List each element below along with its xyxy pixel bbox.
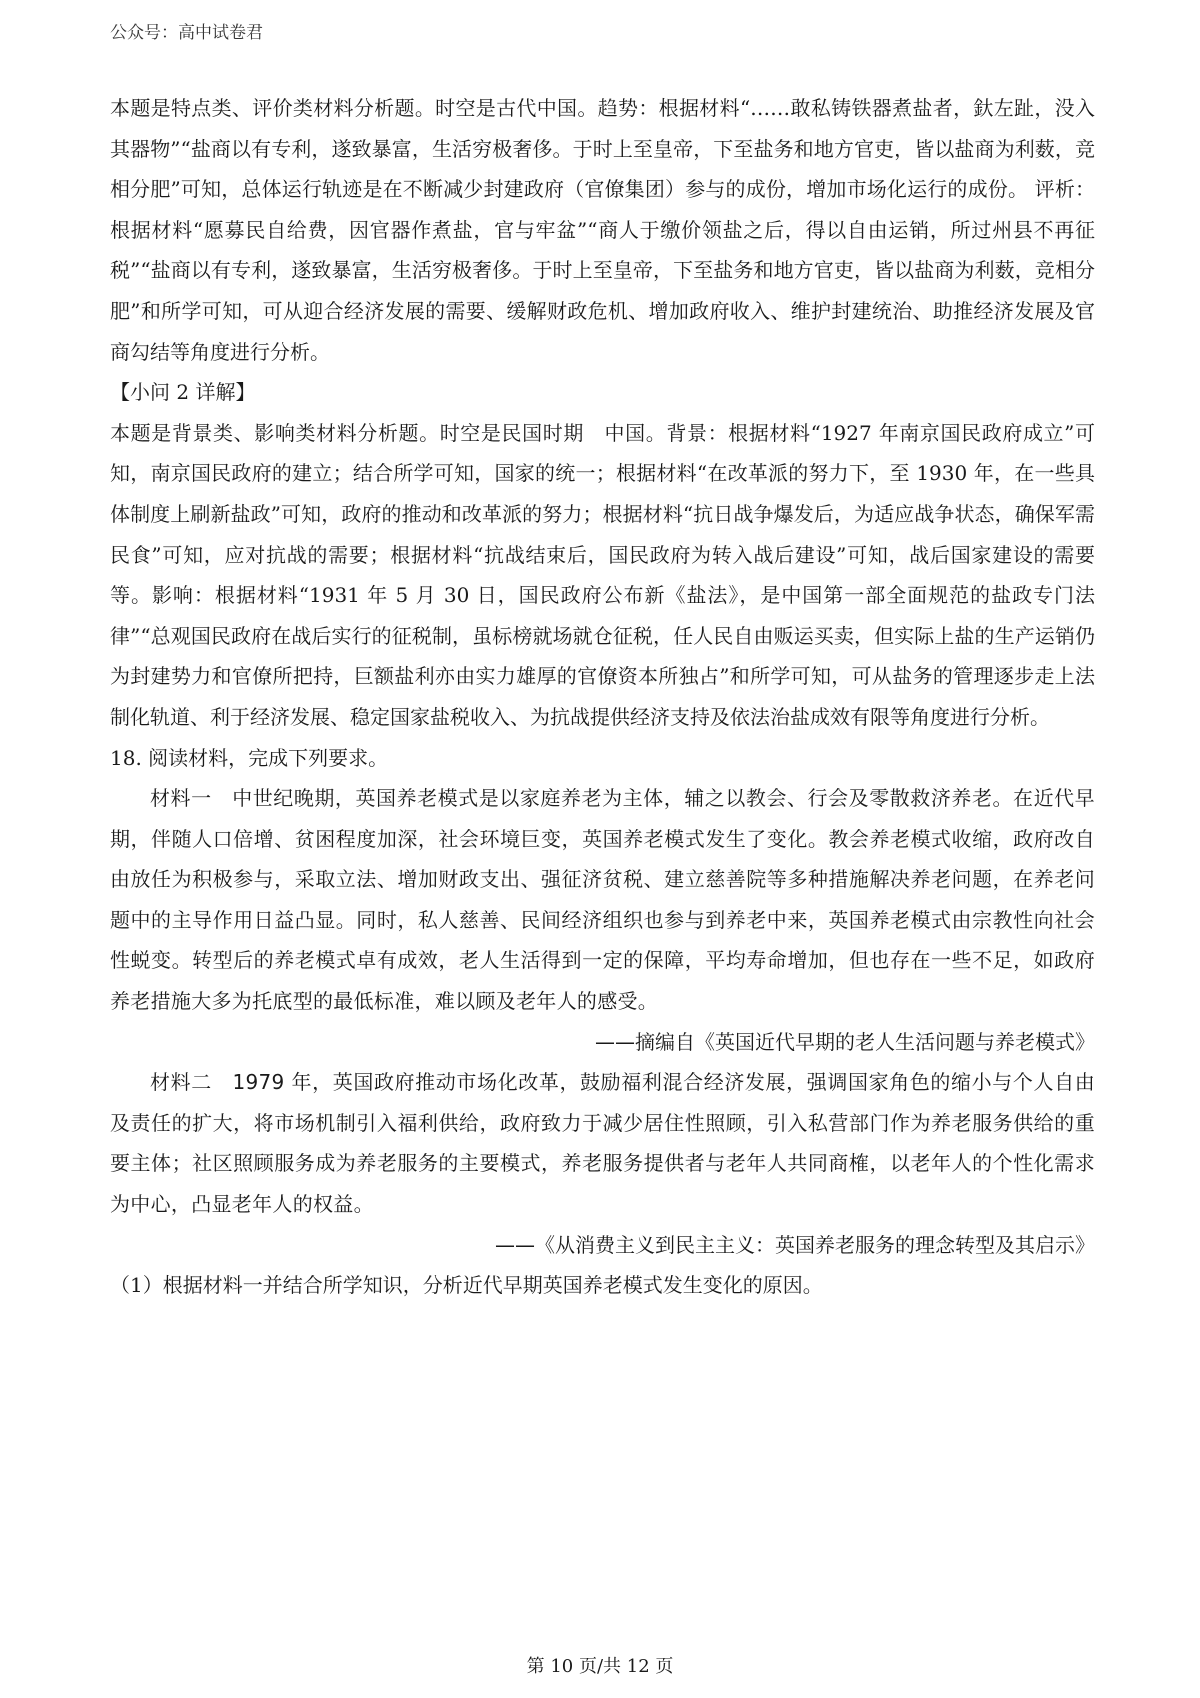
page-footer: 第 10 页/共 12 页 <box>526 1656 674 1677</box>
page-header: 公众号：高中试卷君 <box>110 23 263 43</box>
material-two-source: ——《从消费主义到民主主义：英国养老服务的理念转型及其启示》 <box>495 1232 1095 1257</box>
question-18-title: 18. 阅读材料，完成下列要求。 <box>110 745 389 770</box>
material-one: 材料一 中世纪晚期，英国养老模式是以家庭养老为主体，辅之以教会、行会及零散救济养老。在近代早期，伴随人口倍增、贫困程度加深，社会环境巨变，英国养老模式发生了变化。教会养老模式收缩，政府改自由放任为积极参与，采取立法、增加财政支出、强征济贫税、建立慈善院等多种措施解决养老问题，在养老问题中的主导作用日益凸显。同时，私人慈善、民间经济组织也参与到养老中来，英国养老模式由宗教性向社会性蜕变。转型后的养老模式卓有成效，老人生活得到一定的保障，平均寿命增加，但也存在一些不足，如政府养老措施大多为托底型的最低标准，难以顾及老年人的感受。 <box>110 786 1095 1014</box>
material-two: 材料二 1979 年，英国政府推动市场化改革，鼓励福利混合经济发展，强调国家角色的缩小与个人自由及责任的扩大，将市场机制引入福利供给，政府致力于减少居住性照顾，引入私营部门作为养老服务供给的重要主体；社区照顾服务成为养老服务的主要模式，养老服务提供者与老年人共同商榷，以老年人的个性化需求为中心，凸显老年人的权益。 <box>110 1070 1095 1217</box>
answer-analysis-q2: 本题是背景类、影响类材料分析题。时空是民国时期 中国。背景：根据材料“1927 年南京国民政府成立”可知，南京国民政府的建立；结合所学可知，国家的统一；根据材料“在改革派的努力下，至 1930 年，在一些具体制度上刷新盐政”可知，政府的推动和改革派的努力；根据材料“抗日战争爆发后，为适应战争状态，确保军需民食”可知，应对抗战的需要；根据材料“抗战结束后，国民政府为转入战后建设”可知，战后国家建设的需要等。影响：根据材料“1931 年 5 月 30 日，国民政府公布新《盐法》，是中国第一部全面规范的盐政专门法律”“总观国民政府在战后实行的征税制，虽标榜就场就仓征税，任人民自由贩运买卖，但实际上盐的生产运销仍为封建势力和官僚所把持，巨额盐利亦由实力雄厚的官僚资本所独占”和所学可知，可从盐务的管理逐步走上法制化轨道、利于经济发展、稳定国家盐税收入、为抗战提供经济支持及依法治盐成效有限等角度进行分析。 <box>110 420 1095 729</box>
section-heading-q2: 【小问 2 详解】 <box>110 380 256 405</box>
material-one-source: ——摘编自《英国近代早期的老人生活问题与养老模式》 <box>595 1029 1095 1054</box>
answer-analysis-q1: 本题是特点类、评价类材料分析题。时空是古代中国。趋势：根据材料“……敢私铸铁器煮盐者，釱左趾，没入其器物”“盐商以有专利，遂致暴富，生活穷极奢侈。于时上至皇帝，下至盐务和地方官吏，皆以盐商为利薮，竞相分肥”可知，总体运行轨迹是在不断减少封建政府（官僚集团）参与的成份，增加市场化运行的成份。 评析：根据材料“愿募民自给费，因官器作煮盐，官与牢盆”“商人于缴价领盐之后，得以自由运销，所过州县不再征税”“盐商以有专利，遂致暴富，生活穷极奢侈。于时上至皇帝，下至盐务和地方官吏，皆以盐商为利薮，竞相分肥”和所学可知，可从迎合经济发展的需要、缓解财政危机、增加政府收入、维护封建统治、助推经济发展及官商勾结等角度进行分析。 <box>110 96 1095 364</box>
sub-question-1: （1）根据材料一并结合所学知识，分析近代早期英国养老模式发生变化的原因。 <box>110 1273 823 1298</box>
document-body <box>110 88 1095 1306</box>
